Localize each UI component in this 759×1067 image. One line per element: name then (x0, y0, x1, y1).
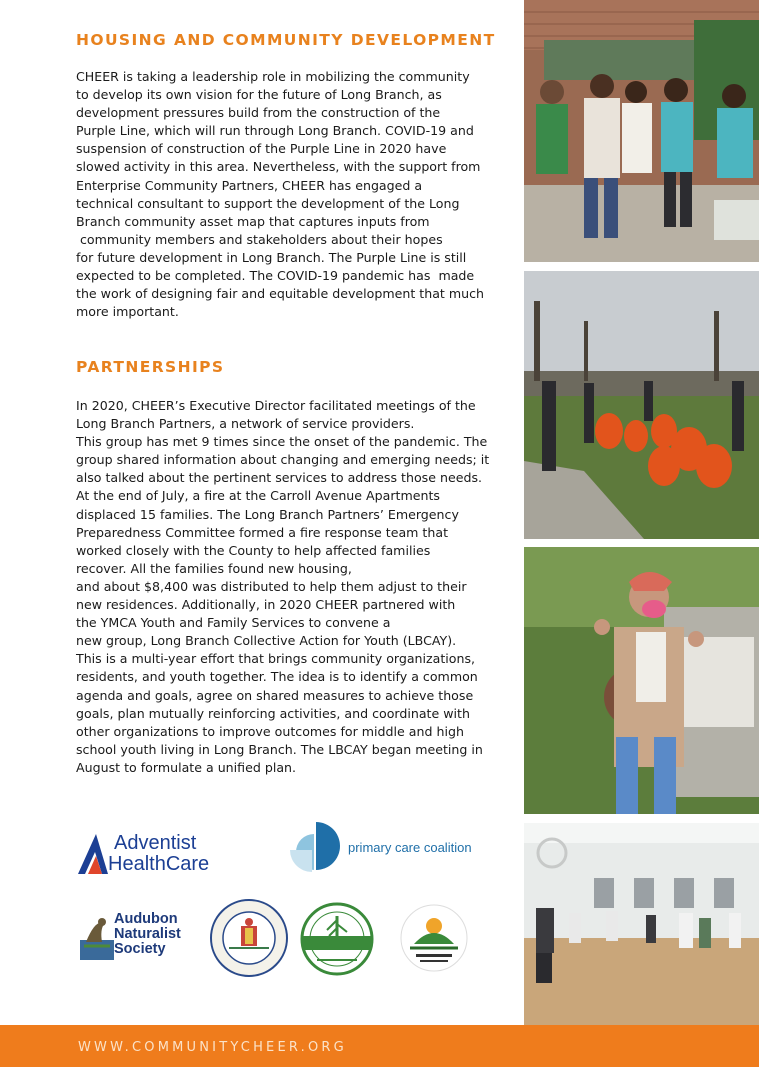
pcc-text: primary care coalition (348, 840, 472, 855)
naturalist-line: Naturalist (114, 926, 181, 942)
text-line: for future development in Long Branch. The Purple Line is still (76, 249, 467, 265)
photo-dance-class (524, 823, 759, 1025)
partnerships-heading: PARTNERSHIPS (76, 358, 225, 376)
text-line: In 2020, CHEER’s Executive Director facilitated meetings of the (76, 398, 476, 413)
audubon-line: Audubon (114, 911, 178, 927)
text-line: recover. All the families found new housing, (76, 560, 352, 576)
text-line: agenda and goals, agree on shared measures to achieve those (76, 687, 474, 703)
housing-heading: HOUSING AND COMMUNITY DEVELOPMENT (76, 31, 496, 49)
photo-thumbs-up (524, 547, 759, 814)
photo-park-cleanup (524, 271, 759, 539)
text-line: suspension of construction of the Purple Line in 2020 have (76, 141, 447, 157)
text-line: development pressures build from the construction of the (76, 105, 441, 121)
text-line: more important. (76, 304, 179, 320)
montgomery-county-seal (209, 898, 289, 978)
text-line: new residences. Additionally, in 2020 CHEER partnered with (76, 597, 456, 613)
food-council-icon (400, 904, 468, 972)
montgomery-county-food-council-logo (400, 904, 468, 972)
society-line: Society (114, 941, 166, 957)
adventist-healthcare-logo (74, 830, 234, 876)
text-line: technical consultant to support the development of the Long (76, 195, 460, 211)
bird-icon (80, 910, 114, 960)
footer-bar (0, 1025, 759, 1067)
housing-paragraph (76, 68, 516, 321)
text-line: Long Branch Partners, a network of service providers. (76, 416, 415, 432)
text-line: to develop its own vision for the future of Long Branch, as (76, 87, 442, 103)
text-line: new group, Long Branch Collective Action for Youth (LBCAY). (76, 633, 457, 649)
text-line: the work of designing fair and equitable development that much (76, 286, 485, 302)
text-line: This group has met 9 times since the onset of the pandemic. The (76, 434, 488, 450)
text-line: also talked about the pertinent services to address those needs. (76, 470, 483, 486)
text-line: worked closely with the County to help affected families (76, 542, 431, 558)
text-line: This is a multi-year effort that brings community organizations, (76, 651, 476, 667)
text-line: CHEER is taking a leadership role in mobilizing the community (76, 69, 470, 84)
text-line: Purple Line, which will run through Long Branch. COVID-19 and (76, 123, 474, 139)
text-line: residents, and youth together. The idea is to identify a common (76, 669, 478, 685)
photo-youth-group (524, 0, 759, 262)
text-line: school youth living in Long Branch. The LBCAY began meeting in (76, 741, 483, 757)
text-line: community members and stakeholders about their hopes (76, 231, 443, 247)
long-branch-business-league-logo (297, 902, 377, 976)
text-line: slowed activity in this area. Nevertheless, with the support from (76, 159, 481, 175)
adventist-text: Adventist (114, 832, 197, 854)
partnerships-paragraph (76, 397, 516, 777)
text-line: Preparedness Committee formed a fire response team that (76, 524, 449, 540)
text-line: Branch community asset map that captures inputs from (76, 213, 430, 229)
text-line: Enterprise Community Partners, CHEER has engaged a (76, 177, 423, 193)
pcc-circle-icon (286, 820, 344, 874)
audubon-text (114, 912, 181, 957)
text-line: displaced 15 families. The Long Branch Partners’ Emergency (76, 506, 459, 522)
text-line: the YMCA Youth and Family Services to convene a (76, 615, 391, 631)
healthcare-text: HealthCare (108, 853, 210, 875)
league-badge-icon (297, 902, 377, 976)
county-seal-icon (209, 898, 289, 978)
website-url[interactable]: WWW.COMMUNITYCHEER.ORG (78, 1040, 347, 1055)
primary-care-coalition-logo (286, 820, 486, 874)
text-line: August to formulate a unified plan. (76, 759, 297, 775)
text-line: other organizations to improve outcomes for middle and high (76, 723, 464, 739)
text-line: and about $8,400 was distributed to help them adjust to their (76, 578, 467, 594)
text-line: At the end of July, a fire at the Carroll Avenue Apartments (76, 488, 440, 504)
audubon-naturalist-society-logo (80, 910, 192, 960)
text-line: goals, plan mutually reinforcing activities, and coordinate with (76, 705, 470, 721)
text-line: group shared information about changing and emerging needs; it (76, 452, 490, 468)
text-line: expected to be completed. The COVID-19 pandemic has made (76, 268, 475, 284)
